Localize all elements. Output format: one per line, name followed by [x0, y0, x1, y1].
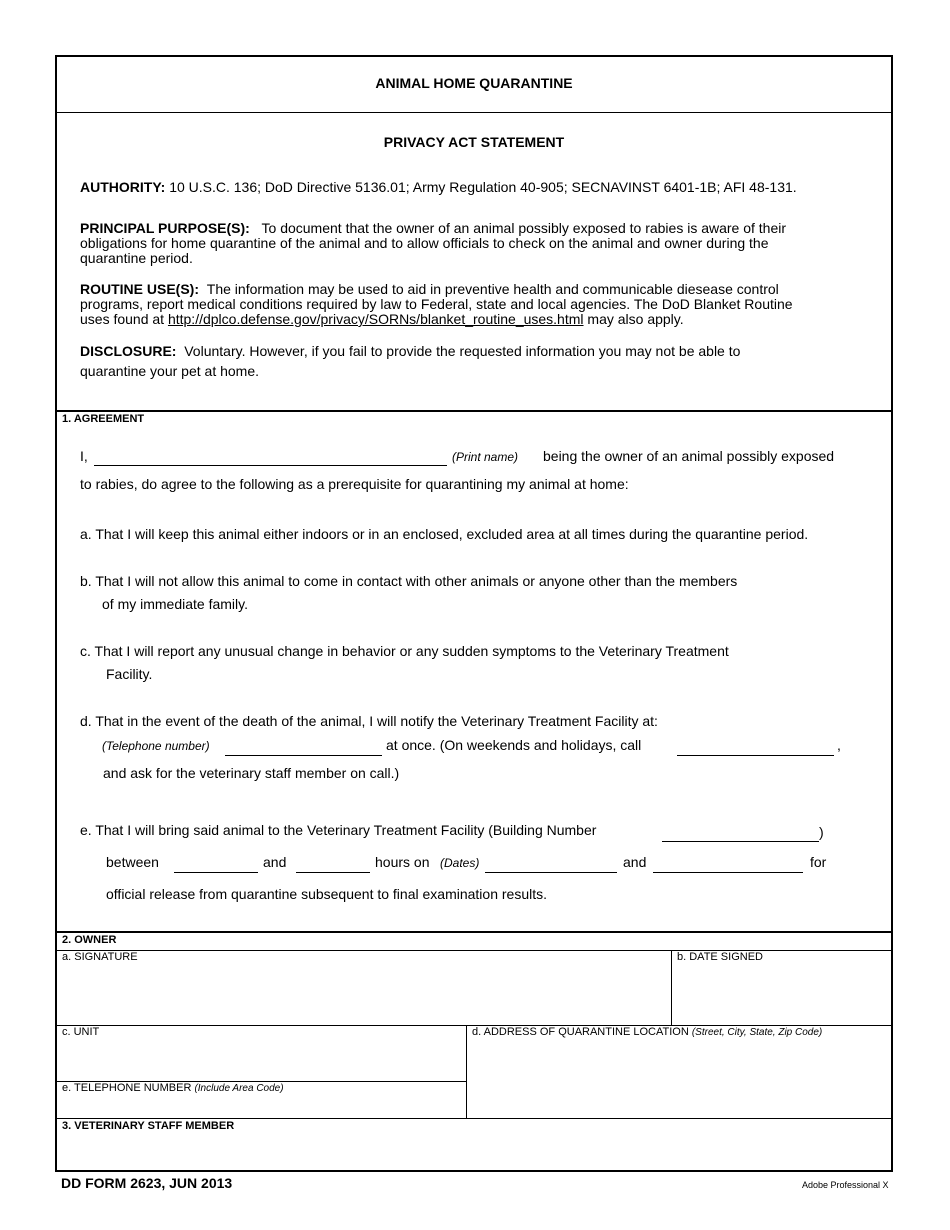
routine-line-3-pre: uses found at — [80, 311, 165, 327]
telephone-label-row — [62, 1082, 284, 1094]
authority-label: AUTHORITY: — [80, 179, 166, 195]
agreement-item-e-hours: hours on — [375, 854, 430, 870]
quarantine-address-field[interactable] — [467, 1026, 891, 1118]
agreement-intro-line-2: to rabies, do agree to the following as a prerequisite for quarantining my animal at home: — [80, 476, 629, 492]
routine-paragraph — [80, 282, 880, 327]
agreement-heading: 1. AGREEMENT — [62, 413, 145, 425]
routine-line-1: The information may be used to aid in preventive health and communicable diesease control — [206, 281, 779, 297]
dates-hint: (Dates) — [440, 856, 480, 870]
end-hour-field[interactable] — [296, 872, 370, 873]
purpose-paragraph — [80, 221, 880, 266]
telephone-hint: (Include Area Code) — [194, 1083, 284, 1094]
owner-heading: 2. OWNER — [62, 934, 117, 946]
address-label-row — [472, 1026, 822, 1038]
agreement-item-e-line-3: official release from quarantine subsequent to final examination results. — [106, 886, 547, 902]
agreement-item-d-line-1: d. That in the event of the death of the animal, I will notify the Veterinary Treatment Facility at: — [80, 713, 658, 729]
weekend-telephone-field[interactable] — [677, 755, 834, 756]
start-date-field[interactable] — [485, 872, 617, 873]
agreement-item-d-comma: , — [837, 737, 841, 753]
agreement-item-d-line-3: and ask for the veterinary staff member on call.) — [103, 765, 400, 781]
agreement-item-e-close: ) — [819, 824, 824, 840]
vtf-telephone-field[interactable] — [225, 755, 382, 756]
vet-heading: 3. VETERINARY STAFF MEMBER — [62, 1120, 235, 1132]
purpose-line-1: To document that the owner of an animal possibly exposed to rabies is aware of their — [261, 220, 787, 236]
agreement-item-e-and-1: and — [263, 854, 287, 870]
routine-line-2: programs, report medical conditions required by law to Federal, state and local agencies. The DoD Blanket Routine — [80, 296, 793, 312]
agreement-item-e-line-1: e. That I will bring said animal to the Veterinary Treatment Facility (Building Number — [80, 822, 597, 838]
telephone-field[interactable] — [57, 1082, 466, 1118]
date-signed-label: b. DATE SIGNED — [677, 951, 763, 963]
authority-text: 10 U.S.C. 136; DoD Directive 5136.01; Army Regulation 40-905; SECNAVINST 6401-1B; AFI 48-131. — [169, 179, 797, 195]
purpose-label: PRINCIPAL PURPOSE(S): — [80, 220, 250, 236]
telephone-label: e. TELEPHONE NUMBER — [62, 1082, 192, 1094]
agreement-item-c-line-2: Facility. — [106, 666, 153, 682]
agreement-i: I, — [80, 448, 88, 464]
product-label: Adobe Professional X — [802, 1180, 889, 1190]
telephone-number-hint: (Telephone number) — [102, 739, 210, 753]
print-name-hint: (Print name) — [452, 450, 519, 464]
agreement-item-e-between: between — [106, 854, 159, 870]
blanket-routine-uses-link[interactable]: http://dplco.defense.gov/privacy/SORNs/blanket_routine_uses.html — [167, 311, 584, 327]
veterinary-staff-field[interactable] — [57, 1119, 891, 1170]
disclosure-line-2: quarantine your pet at home. — [80, 363, 260, 379]
unit-label: c. UNIT — [62, 1026, 100, 1038]
agreement-intro: being the owner of an animal possibly exposed — [543, 448, 835, 464]
disclosure-paragraph — [80, 341, 880, 381]
unit-field[interactable] — [57, 1026, 466, 1081]
disclosure-line-1: Voluntary. However, if you fail to provide the requested information you may not be able to — [184, 343, 741, 359]
divider — [57, 410, 891, 412]
agreement-item-a: a. That I will keep this animal either indoors or in an enclosed, excluded area at all times during the quarantine period. — [80, 526, 809, 542]
owner-name-field[interactable] — [94, 465, 447, 466]
agreement-item-e-for: for — [810, 854, 827, 870]
privacy-heading: PRIVACY ACT STATEMENT — [383, 134, 565, 150]
purpose-line-2: obligations for home quarantine of the animal and to allow officials to check on the animal and owner during the — [80, 235, 769, 251]
agreement-item-d-once: at once. (On weekends and holidays, call — [386, 737, 642, 753]
agreement-item-b-line-2: of my immediate family. — [102, 596, 248, 612]
divider — [57, 931, 891, 933]
disclosure-label: DISCLOSURE: — [80, 343, 177, 359]
divider — [57, 112, 891, 113]
authority-paragraph — [80, 180, 797, 195]
address-label: d. ADDRESS OF QUARANTINE LOCATION — [472, 1026, 689, 1038]
agreement-item-c-line-1: c. That I will report any unusual change in behavior or any sudden symptoms to the Veterinary Treatment — [80, 643, 729, 659]
quarantine-form — [55, 55, 893, 1172]
agreement-item-e-and-2: and — [623, 854, 647, 870]
signature-label: a. SIGNATURE — [62, 951, 138, 963]
form-title: ANIMAL HOME QUARANTINE — [375, 75, 573, 91]
routine-line-3-post: may also apply. — [587, 311, 684, 327]
date-signed-field[interactable] — [672, 951, 891, 1025]
signature-field[interactable] — [57, 951, 671, 1025]
address-hint: (Street, City, State, Zip Code) — [691, 1027, 823, 1038]
building-number-field[interactable] — [662, 841, 819, 842]
end-date-field[interactable] — [653, 872, 803, 873]
form-number: DD FORM 2623, JUN 2013 — [61, 1175, 233, 1191]
start-hour-field[interactable] — [174, 872, 258, 873]
routine-label: ROUTINE USE(S): — [80, 281, 199, 297]
purpose-line-3: quarantine period. — [80, 250, 193, 266]
agreement-item-b-line-1: b. That I will not allow this animal to come in contact with other animals or anyone other than the members — [80, 573, 738, 589]
